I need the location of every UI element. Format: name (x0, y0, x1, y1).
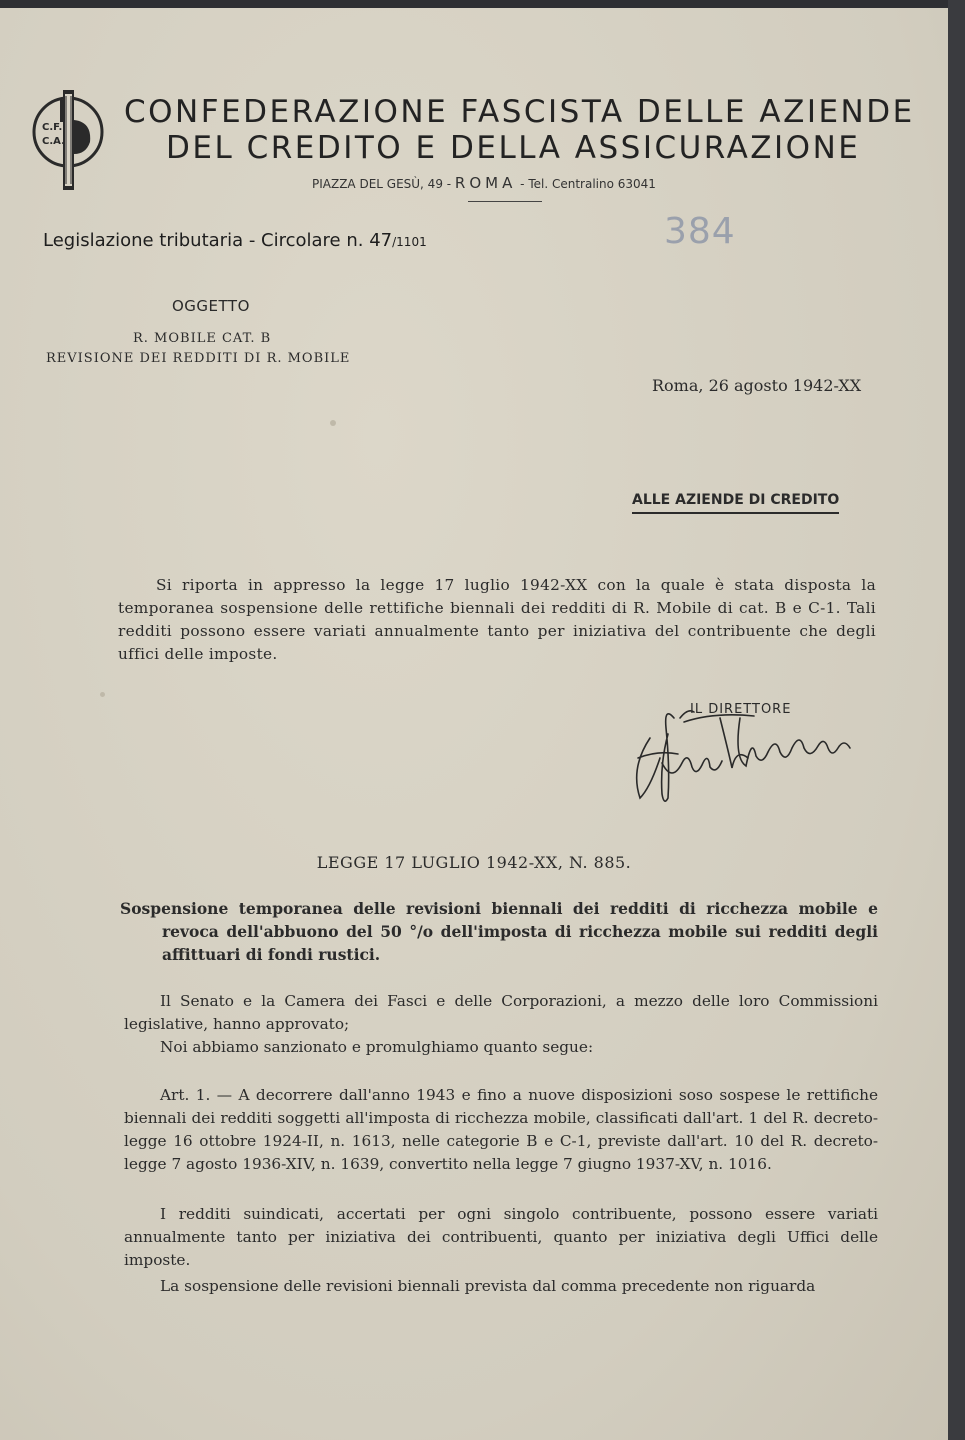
address-city: ROMA (454, 174, 517, 192)
document-page (0, 8, 948, 1440)
law-title: LEGGE 17 LUGLIO 1942-XX, N. 885. (316, 853, 632, 872)
subject-line-2: REVISIONE DEI REDDITI DI R. MOBILE (46, 351, 351, 366)
paper-spot (100, 692, 105, 697)
law-paragraph: Il Senato e la Camera dei Fasci e delle Corporazioni, a mezzo delle loro Commissioni legislative, hanno approvato; (124, 992, 878, 1033)
logo-text-top: C.F. (42, 122, 63, 133)
address-prefix: PIAZZA DEL GESÙ, 49 - (312, 177, 455, 191)
logo-text-bottom: C.A. (42, 136, 65, 147)
address-suffix: - Tel. Centralino 63041 (516, 177, 656, 191)
law-subtitle: Sospensione temporanea delle revisioni biennali dei redditi di ricchezza mobile e revoca dell'abbuono del 50 °/o dell'imposta di ricchezza mobile sui redditi degli affittuari di fondi rustici. (120, 899, 878, 964)
address-divider (468, 201, 542, 202)
signature-title: IL DIRETTORE (690, 702, 792, 717)
subject-line-1: R. MOBILE CAT. B (133, 331, 272, 346)
subject-heading: OGGETTO (172, 297, 250, 315)
letterhead-line-2: DEL CREDITO E DELLA ASSICURAZIONE (166, 130, 861, 166)
handwritten-signature (610, 688, 885, 808)
letterhead-line-1: CONFEDERAZIONE FASCISTA DELLE AZIENDE (124, 94, 915, 130)
circular-number-suffix: /1101 (392, 235, 427, 249)
intro-paragraph: Si riporta in appresso la legge 17 luglio 1942-XX con la quale è stata disposta la temporanea sospensione delle rettifiche biennali dei redditi di R. Mobile di cat. B e C-1. Tali redditi possono essere variati annualmente tanto per iniziativa del contribuente che degli uffici delle imposte. (118, 576, 876, 663)
letter-date: Roma, 26 agosto 1942-XX (652, 376, 862, 395)
law-article-1: Art. 1. — A decorrere dall'anno 1943 e fino a nuove disposizioni soso sospese le rettifiche biennali dei redditi soggetti all'imposta di ricchezza mobile, classificati dall'art. 1 del R. decreto-legge 16 ottobre 1924-II, n. 1613, nelle categorie B e C-1, previste dall'art. 10 del R. decreto-legge 7 agosto 1936-XIV, n. 1639, convertito nella legge 7 giugno 1937-XV, n. 1016. (124, 1086, 878, 1173)
letterhead-address (312, 174, 656, 192)
law-paragraph: Noi abbiamo sanzionato e promulghiamo quanto segue: (160, 1038, 594, 1056)
law-paragraph: La sospensione delle revisioni biennali prevista dal comma precedente non riguarda (160, 1277, 816, 1295)
paper-spot (330, 420, 336, 426)
circular-reference (43, 230, 427, 251)
law-paragraph: I redditi suindicati, accertati per ogni singolo contribuente, possono essere variati annualmente tanto per iniziativa dei contribuenti, quanto per iniziativa degli Uffici delle imposte. (124, 1205, 878, 1269)
recipient: ALLE AZIENDE DI CREDITO (632, 492, 839, 514)
circular-label: Legislazione tributaria - Circolare n. 47 (43, 230, 393, 251)
confederation-logo (30, 86, 106, 194)
page-edge (948, 0, 965, 1440)
handwritten-number: 384 (664, 211, 736, 252)
